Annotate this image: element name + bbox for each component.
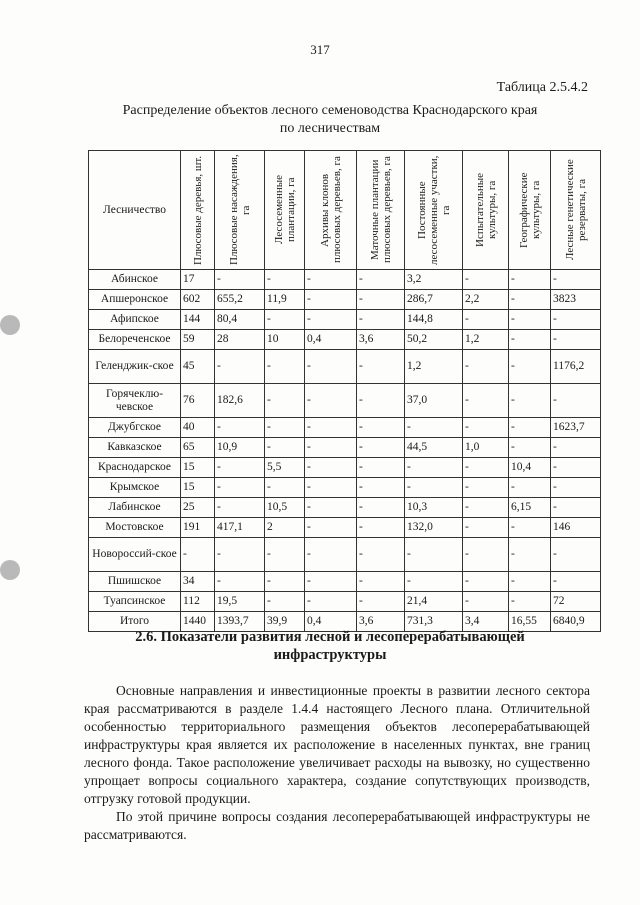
row-forestry-name: Лабинское (89, 498, 181, 518)
table-cell: - (265, 270, 305, 290)
row-forestry-name: Джубгское (89, 418, 181, 438)
table-cell: 40 (181, 418, 215, 438)
table-cell: 182,6 (215, 384, 265, 418)
table-cell: - (215, 498, 265, 518)
header-cell (181, 151, 215, 270)
table-cell: 5,5 (265, 458, 305, 478)
table-cell: 3,6 (357, 330, 405, 350)
table-cell: - (215, 458, 265, 478)
header-cell (305, 151, 357, 270)
table-cell: 3,6 (357, 612, 405, 632)
table-cell: - (305, 518, 357, 538)
table-cell: - (357, 572, 405, 592)
table-cell: - (265, 384, 305, 418)
table-cell: - (509, 438, 551, 458)
table-cell: 45 (181, 350, 215, 384)
row-forestry-name: Кавказское (89, 438, 181, 458)
table-cell: - (305, 418, 357, 438)
table-cell: - (509, 478, 551, 498)
punch-hole-top (0, 315, 20, 335)
table-cell: 44,5 (405, 438, 463, 458)
row-forestry-name: Белореченское (89, 330, 181, 350)
table-cell: - (265, 538, 305, 572)
header-label: Лесные генетические резерваты, га (563, 159, 588, 261)
table-cell: 37,0 (405, 384, 463, 418)
table-body (89, 270, 601, 632)
table-cell: - (305, 350, 357, 384)
row-forestry-name: Афипское (89, 310, 181, 330)
table-cell: 1,0 (463, 438, 509, 458)
table-cell: - (215, 572, 265, 592)
header-label: Испытательные культуры, га (473, 173, 498, 247)
table-cell: - (215, 270, 265, 290)
header-row (89, 151, 601, 270)
table-cell: 10,5 (265, 498, 305, 518)
table-cell: - (305, 498, 357, 518)
table-cell: - (265, 418, 305, 438)
table-cell: - (551, 270, 601, 290)
table-cell: - (357, 310, 405, 330)
table-row (89, 518, 601, 538)
table-cell: 144 (181, 310, 215, 330)
table-cell: 0,4 (305, 330, 357, 350)
table-cell: - (509, 384, 551, 418)
table-cell: - (215, 350, 265, 384)
table-cell: - (405, 572, 463, 592)
table-cell: - (357, 384, 405, 418)
table-cell: - (463, 384, 509, 418)
table-cell: - (357, 478, 405, 498)
table-caption (100, 102, 560, 138)
table-cell: - (405, 458, 463, 478)
table-cell: - (265, 350, 305, 384)
table-cell: - (509, 330, 551, 350)
table-cell: - (405, 418, 463, 438)
table-cell: - (357, 518, 405, 538)
table-cell: - (405, 538, 463, 572)
table-cell: - (357, 290, 405, 310)
table-cell: - (305, 538, 357, 572)
table-cell: - (509, 310, 551, 330)
table-cell: - (357, 438, 405, 458)
table-cell: 191 (181, 518, 215, 538)
row-forestry-name: Краснодарское (89, 458, 181, 478)
table-cell: 0,4 (305, 612, 357, 632)
punch-hole-bottom (0, 560, 20, 580)
table-cell: - (463, 310, 509, 330)
table-row (89, 478, 601, 498)
row-forestry-name: Туапсинское (89, 592, 181, 612)
table-cell: - (463, 270, 509, 290)
header-cell (551, 151, 601, 270)
row-forestry-name: Крымское (89, 478, 181, 498)
header-forestry: Лесничество (89, 151, 181, 270)
table-cell: - (463, 498, 509, 518)
table-cell: - (305, 572, 357, 592)
table-cell: - (265, 478, 305, 498)
table-cell: - (215, 538, 265, 572)
row-forestry-name: Горячеклю-чевское (89, 384, 181, 418)
table-cell: 1393,7 (215, 612, 265, 632)
table-cell: 25 (181, 498, 215, 518)
table-cell: - (181, 538, 215, 572)
row-forestry-name: Мостовское (89, 518, 181, 538)
paragraph: По этой причине вопросы создания лесоперерабатывающей инфраструктуры не рассматриваются. (84, 809, 590, 842)
page-number: 317 (310, 42, 330, 57)
table-cell: - (305, 270, 357, 290)
table-row (89, 572, 601, 592)
row-forestry-name: Пшишское (89, 572, 181, 592)
table-cell: 1623,7 (551, 418, 601, 438)
table-cell: 80,4 (215, 310, 265, 330)
caption-line: Распределение объектов лесного семеноводства Краснодарского края (122, 103, 538, 118)
table-cell: 2,2 (463, 290, 509, 310)
section-heading (100, 628, 560, 664)
table-cell: 28 (215, 330, 265, 350)
table-cell: 19,5 (215, 592, 265, 612)
header-label: Географические культуры, га (517, 172, 542, 248)
table-cell: 76 (181, 384, 215, 418)
table-cell: - (509, 592, 551, 612)
table-cell: 3823 (551, 290, 601, 310)
table-cell: - (357, 498, 405, 518)
row-forestry-name: Новороссий-ское (89, 538, 181, 572)
table-cell: 132,0 (405, 518, 463, 538)
table-cell: 39,9 (265, 612, 305, 632)
table-cell: - (405, 478, 463, 498)
table-cell: 3,4 (463, 612, 509, 632)
table-cell: 72 (551, 592, 601, 612)
table-cell: - (463, 538, 509, 572)
table-cell: - (509, 538, 551, 572)
table-cell: - (357, 592, 405, 612)
table-row (89, 384, 601, 418)
row-forestry-name: Абинское (89, 270, 181, 290)
table-cell: 1176,2 (551, 350, 601, 384)
header-label: Архивы клонов плюсовых деревьев, га (318, 156, 343, 264)
table-cell: 731,3 (405, 612, 463, 632)
table-cell: - (357, 538, 405, 572)
heading-line: 2.6. Показатели развития лесной и лесоперерабатывающей (135, 629, 525, 645)
table-row (89, 538, 601, 572)
table-cell: - (463, 518, 509, 538)
heading-line: инфраструктуры (273, 647, 387, 663)
table-cell: - (463, 572, 509, 592)
table-cell: - (551, 498, 601, 518)
table-row (89, 290, 601, 310)
table-cell: - (463, 418, 509, 438)
table-cell: - (265, 592, 305, 612)
table-cell: 112 (181, 592, 215, 612)
table-row (89, 310, 601, 330)
caption-line: по лесничествам (279, 121, 381, 136)
table-cell: - (215, 478, 265, 498)
table-cell: 417,1 (215, 518, 265, 538)
table-cell: 6840,9 (551, 612, 601, 632)
header-label: Лесосеменные плантации, га (272, 175, 297, 245)
table-cell: 10,3 (405, 498, 463, 518)
table-cell: - (509, 270, 551, 290)
body-text (84, 682, 590, 844)
table-cell: 34 (181, 572, 215, 592)
table-cell: - (551, 572, 601, 592)
table-cell: - (463, 478, 509, 498)
header-label: Маточные плантации плюсовых деревьев, га (368, 156, 393, 264)
table-cell: 655,2 (215, 290, 265, 310)
table-cell: 17 (181, 270, 215, 290)
table-cell: 10,4 (509, 458, 551, 478)
table-cell: - (509, 350, 551, 384)
table-cell: 16,55 (509, 612, 551, 632)
table-cell: - (305, 458, 357, 478)
row-forestry-name: Геленджик-ское (89, 350, 181, 384)
header-cell (215, 151, 265, 270)
table-cell: - (551, 384, 601, 418)
table-row (89, 270, 601, 290)
table-cell: - (305, 290, 357, 310)
table-row (89, 458, 601, 478)
table-label: Таблица 2.5.4.2 (496, 80, 588, 95)
table-cell: 1,2 (405, 350, 463, 384)
table-cell: - (509, 418, 551, 438)
table-cell: 286,7 (405, 290, 463, 310)
table-cell: - (357, 418, 405, 438)
header-cell (463, 151, 509, 270)
table-cell: 1440 (181, 612, 215, 632)
table-cell: - (551, 438, 601, 458)
header-cell (509, 151, 551, 270)
row-forestry-name: Итого (89, 612, 181, 632)
table-cell: - (357, 350, 405, 384)
table-cell: - (357, 270, 405, 290)
header-label: Постоянные лесосеменные участки, га (415, 155, 452, 265)
table-cell: 15 (181, 458, 215, 478)
table-cell: 1,2 (463, 330, 509, 350)
paragraph: Основные направления и инвестиционные проекты в развитии лесного сектора края рассматриваются в разделе 1.4.4 настоящего Лесного плана. Отличительной особенностью территориального размещения объектов лесоперерабатывающей инфраструктуры края является их расположение в населенных пунктах, вне границ лесного фонда. Такое расположение увеличивает расходы на вывозку, но существенно упрощает вопросы социального характера, создание сопутствующих производств, отгрузку готовой продукции. (84, 683, 590, 806)
table-cell: - (265, 572, 305, 592)
table-cell: 15 (181, 478, 215, 498)
table-cell: - (509, 290, 551, 310)
table-cell: - (551, 458, 601, 478)
table-cell: - (463, 592, 509, 612)
header-label: Плюсовые насаждения, га (227, 154, 252, 266)
table-cell: 6,15 (509, 498, 551, 518)
table-cell: 10,9 (215, 438, 265, 458)
table-cell: 50,2 (405, 330, 463, 350)
table-row (89, 418, 601, 438)
table-cell: - (551, 538, 601, 572)
table-cell: - (551, 478, 601, 498)
table-cell: 602 (181, 290, 215, 310)
table-cell: - (509, 518, 551, 538)
table-cell: - (305, 438, 357, 458)
table-cell: - (215, 418, 265, 438)
table-cell: 10 (265, 330, 305, 350)
table-cell: - (551, 330, 601, 350)
table-cell: - (509, 572, 551, 592)
table-cell: - (357, 458, 405, 478)
table-row (89, 592, 601, 612)
forest-seed-table (88, 150, 601, 632)
table-cell: 144,8 (405, 310, 463, 330)
table-cell: - (305, 592, 357, 612)
table-cell: 2 (265, 518, 305, 538)
header-label: Плюсовые деревья, шт. (191, 155, 204, 265)
table-cell: - (265, 438, 305, 458)
table-row (89, 438, 601, 458)
table-cell: - (463, 458, 509, 478)
table-cell: 146 (551, 518, 601, 538)
table-row (89, 330, 601, 350)
table-cell: - (305, 384, 357, 418)
table-cell: 3,2 (405, 270, 463, 290)
table-cell: - (265, 310, 305, 330)
header-cell (265, 151, 305, 270)
table-row (89, 498, 601, 518)
table-cell: 21,4 (405, 592, 463, 612)
table-cell: 11,9 (265, 290, 305, 310)
table-cell: - (305, 310, 357, 330)
table-cell: 59 (181, 330, 215, 350)
table-row (89, 350, 601, 384)
row-forestry-name: Апшеронское (89, 290, 181, 310)
header-cell (357, 151, 405, 270)
table-cell: - (463, 350, 509, 384)
table-cell: - (551, 310, 601, 330)
table-cell: 65 (181, 438, 215, 458)
header-cell (405, 151, 463, 270)
table-cell: - (305, 478, 357, 498)
